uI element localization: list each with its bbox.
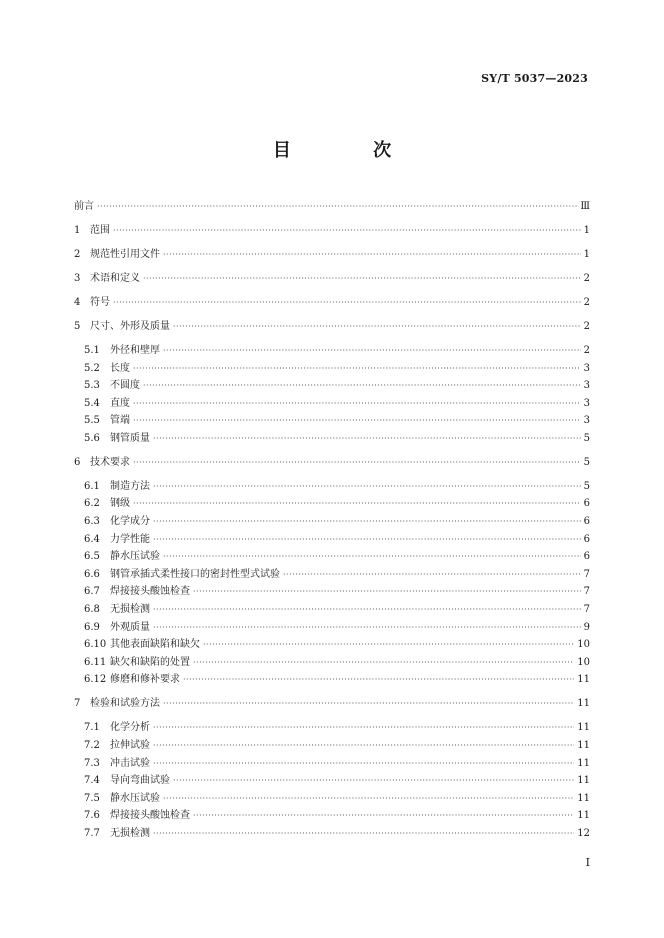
- toc-dot-leader: [153, 478, 581, 496]
- toc-dot-leader: [163, 695, 574, 713]
- toc-entry-page: 12: [577, 827, 590, 839]
- toc-dot-leader: [163, 790, 574, 808]
- toc-dot-leader: [97, 198, 577, 216]
- toc-entry-label: 制造方法: [110, 480, 150, 492]
- toc-entry-label: 检验和试验方法: [90, 698, 160, 710]
- toc-dot-leader: [173, 772, 574, 790]
- toc-entry[interactable]: [74, 755, 590, 773]
- toc-entry[interactable]: [74, 198, 590, 216]
- toc-entry-number: 6.2: [84, 498, 100, 510]
- toc-entry-label: 规范性引用文件: [90, 248, 160, 260]
- toc-entry-page: 11: [577, 775, 590, 787]
- toc-entry-label: 冲击试验: [110, 757, 150, 769]
- toc-entry-number: 1: [74, 224, 81, 236]
- toc-dot-leader: [153, 737, 574, 755]
- toc-entry-page: Ⅲ: [580, 201, 590, 212]
- toc-entry-page: 2: [583, 344, 590, 356]
- toc-entry-page: 7: [583, 568, 590, 580]
- toc-entry[interactable]: [74, 513, 590, 531]
- toc-dot-leader: [133, 412, 581, 430]
- toc-entry-label: 其他表面缺陷和缺欠: [110, 639, 200, 651]
- toc-entry-label: 导向弯曲试验: [110, 775, 170, 787]
- toc-entry-label: 化学成分: [110, 516, 150, 528]
- toc-entry-label: 钢管承插式柔性接口的密封性型式试验: [110, 568, 280, 580]
- toc-entry-label: 焊接接头酸蚀检查: [110, 586, 190, 598]
- toc-entry-page: 1: [583, 248, 590, 260]
- toc-entry-number: 2: [74, 248, 81, 260]
- toc-entry[interactable]: [74, 790, 590, 808]
- toc-dot-leader: [133, 495, 581, 513]
- toc-dot-leader: [113, 294, 581, 312]
- toc-entry-page: 3: [583, 380, 590, 392]
- toc-entry-page: 1: [583, 224, 590, 236]
- toc-entry[interactable]: [74, 737, 590, 755]
- toc-dot-leader: [143, 377, 581, 395]
- toc-entry-label: 缺欠和缺陷的处置: [110, 656, 190, 668]
- toc-entry-label: 静水压试验: [110, 551, 160, 563]
- page-number: I: [585, 856, 590, 869]
- toc-dot-leader: [183, 671, 574, 689]
- toc-entry-number: 6.7: [84, 586, 100, 598]
- toc-dot-leader: [153, 601, 581, 619]
- toc-entry-number: 7.2: [84, 739, 100, 751]
- toc-dot-leader: [153, 531, 581, 549]
- toc-entry-label: 外观质量: [110, 621, 150, 633]
- toc-entry-page: 6: [583, 533, 590, 545]
- toc-dot-leader: [163, 548, 581, 566]
- toc-entry-page: 11: [577, 739, 590, 751]
- toc-entry-page: 2: [583, 320, 590, 332]
- toc-entry-page: 10: [577, 639, 590, 651]
- toc-entry[interactable]: [74, 395, 590, 413]
- toc-entry-number: 5.5: [84, 415, 100, 427]
- toc-entry[interactable]: [74, 412, 590, 430]
- toc-entry-label: 技术要求: [90, 456, 130, 468]
- toc-entry-number: 7.3: [84, 757, 100, 769]
- toc-entry-label: 范围: [90, 224, 110, 236]
- toc-entry-page: 5: [583, 432, 590, 444]
- toc-entry[interactable]: [74, 695, 590, 713]
- toc-entry-label: 钢管质量: [110, 432, 150, 444]
- toc-entry-number: 5.6: [84, 432, 100, 444]
- toc-entry[interactable]: [74, 318, 590, 336]
- toc-entry[interactable]: [74, 636, 590, 654]
- toc-entry[interactable]: [74, 807, 590, 825]
- toc-entry-page: 11: [577, 674, 590, 686]
- toc-entry-page: 3: [583, 362, 590, 374]
- toc-entry-number: 7.6: [84, 810, 100, 822]
- toc-entry-label: 拉伸试验: [110, 739, 150, 751]
- toc-entry-page: 3: [583, 397, 590, 409]
- toc-entry-label: 化学分析: [110, 722, 150, 734]
- toc-entry-number: 6.6: [84, 568, 100, 580]
- toc-entry-label: 无损检测: [110, 604, 150, 615]
- toc-entry-page: 6: [583, 516, 590, 528]
- toc-entry-label: 静水压试验: [110, 792, 160, 804]
- toc-entry-number: 6.8: [84, 604, 100, 615]
- toc-entry-number: 3: [74, 272, 81, 284]
- toc-entry-label: 力学性能: [110, 533, 150, 545]
- toc-dot-leader: [113, 222, 581, 240]
- toc-entry-number: 5.4: [84, 397, 100, 409]
- toc-entry-number: 5.3: [84, 380, 100, 392]
- toc-dot-leader: [153, 719, 574, 737]
- toc-entry-page: 11: [577, 698, 590, 710]
- toc-dot-leader: [133, 454, 581, 472]
- toc-dot-leader: [153, 513, 581, 531]
- toc-entry[interactable]: [74, 454, 590, 472]
- toc-entry-number: 5.1: [84, 344, 100, 356]
- toc-entry[interactable]: [74, 825, 590, 843]
- toc-entry[interactable]: [74, 495, 590, 513]
- toc-entry-page: 10: [577, 656, 590, 668]
- toc-entry-number: 7.5: [84, 792, 100, 804]
- toc-entry-label: 直度: [110, 397, 130, 409]
- toc-dot-leader: [193, 654, 574, 672]
- toc-entry-label: 尺寸、外形及质量: [90, 320, 170, 332]
- toc-entry-label: 管端: [110, 415, 130, 427]
- toc-entry-page: 11: [577, 792, 590, 804]
- toc-entry-page: 5: [583, 480, 590, 492]
- toc-entry-label: 前言: [74, 201, 94, 212]
- toc-dot-leader: [193, 583, 581, 601]
- toc-entry-page: 2: [583, 296, 590, 308]
- toc-entry[interactable]: [74, 222, 590, 240]
- toc-entry[interactable]: [74, 566, 590, 584]
- toc-dot-leader: [193, 807, 574, 825]
- toc-entry[interactable]: [74, 619, 590, 637]
- toc-dot-leader: [153, 619, 581, 637]
- toc-entry-label: 无损检测: [110, 827, 150, 839]
- toc-entry[interactable]: [74, 772, 590, 790]
- toc-dot-leader: [153, 755, 574, 773]
- toc-entry-page: 7: [583, 586, 590, 598]
- toc-entry-label: 术语和定义: [90, 272, 140, 284]
- toc-dot-leader: [203, 636, 574, 654]
- toc-entry-number: 6.11: [84, 656, 107, 668]
- toc-dot-leader: [133, 360, 581, 378]
- toc-entry[interactable]: [74, 719, 590, 737]
- toc-entry-number: 4: [74, 296, 81, 308]
- toc-entry-number: 5: [74, 320, 81, 332]
- toc-entry-number: 6.3: [84, 516, 100, 528]
- toc-entry-page: 9: [583, 621, 590, 633]
- toc-entry[interactable]: [74, 531, 590, 549]
- toc-entry-number: 6.12: [84, 674, 107, 686]
- toc-entry[interactable]: [74, 270, 590, 288]
- toc-entry[interactable]: [74, 246, 590, 264]
- toc-entry-page: 5: [583, 456, 590, 468]
- toc-entry-number: 6.4: [84, 533, 100, 545]
- toc-entry-page: 6: [583, 498, 590, 510]
- toc-dot-leader: [163, 342, 581, 360]
- toc-dot-leader: [173, 318, 581, 336]
- toc-entry[interactable]: [74, 671, 590, 689]
- toc-entry[interactable]: [74, 548, 590, 566]
- toc-entry[interactable]: [74, 360, 590, 378]
- toc-entry-number: 6.5: [84, 551, 100, 563]
- toc-entry-label: 长度: [110, 362, 130, 374]
- toc-entry-number: 7: [74, 698, 81, 710]
- toc-entry-page: 7: [583, 604, 590, 615]
- toc-entry[interactable]: [74, 583, 590, 601]
- toc-dot-leader: [133, 395, 581, 413]
- toc-entry-number: 5.2: [84, 362, 100, 374]
- toc-entry-number: 6: [74, 456, 81, 468]
- toc-entry-label: 焊接接头酸蚀检查: [110, 810, 190, 822]
- toc-entry-label: 修磨和修补要求: [110, 674, 180, 686]
- toc-entry-number: 7.4: [84, 775, 100, 787]
- toc-entry-label: 钢级: [110, 498, 130, 510]
- toc-entry-label: 外径和壁厚: [110, 344, 160, 356]
- toc-entry-number: 6.10: [84, 639, 107, 651]
- toc-entry[interactable]: [74, 654, 590, 672]
- toc-entry-label: 不圆度: [110, 380, 140, 392]
- toc-entry-page: 6: [583, 551, 590, 563]
- toc-entry-number: 6.1: [84, 480, 100, 492]
- toc-entry-page: 3: [583, 415, 590, 427]
- toc-entry[interactable]: [74, 294, 590, 312]
- table-of-contents: [74, 198, 590, 843]
- toc-entry[interactable]: [74, 430, 590, 448]
- toc-entry-number: 7.7: [84, 827, 100, 839]
- toc-entry-number: 6.9: [84, 621, 100, 633]
- toc-dot-leader: [153, 825, 574, 843]
- toc-entry[interactable]: [74, 342, 590, 360]
- toc-entry-page: 11: [577, 722, 590, 734]
- toc-entry[interactable]: [74, 377, 590, 395]
- standard-code: SY/T 5037—2023: [481, 72, 588, 85]
- page-title: 目 次: [272, 140, 430, 161]
- toc-entry-label: 符号: [90, 296, 110, 308]
- toc-dot-leader: [283, 566, 581, 584]
- toc-entry-page: 2: [583, 272, 590, 284]
- toc-entry-number: 7.1: [84, 722, 100, 734]
- toc-dot-leader: [153, 430, 581, 448]
- toc-entry-page: 11: [577, 810, 590, 822]
- toc-dot-leader: [143, 270, 581, 288]
- toc-entry-page: 11: [577, 757, 590, 769]
- toc-entry[interactable]: [74, 601, 590, 619]
- toc-entry[interactable]: [74, 478, 590, 496]
- toc-dot-leader: [163, 246, 581, 264]
